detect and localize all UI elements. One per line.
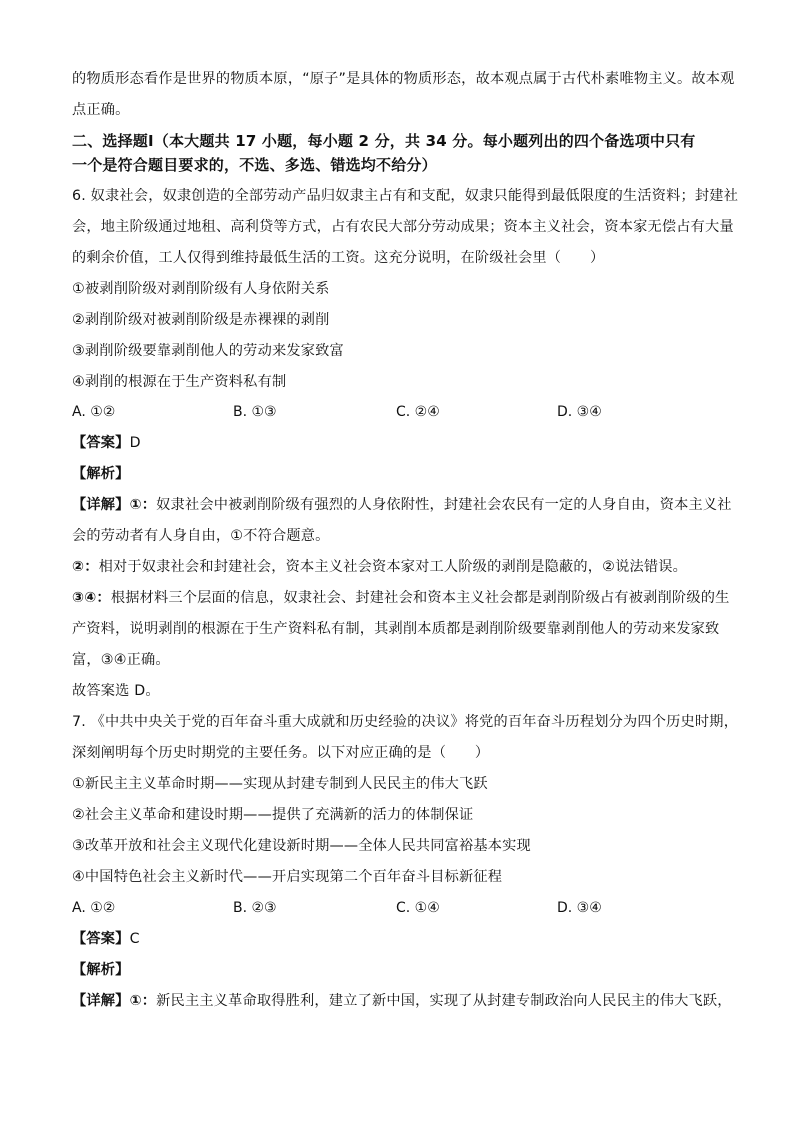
option-b: B. ②③ (233, 900, 277, 916)
answer-line (72, 930, 732, 948)
answer-value: C (129, 931, 140, 947)
detail-lead: ③④： (72, 590, 111, 606)
detail-text: 会的劳动者有人身自由，①不符合题意。 (72, 528, 330, 544)
option-d: D. ③④ (557, 404, 602, 420)
question-stem-line: 7. 《中共中央关于党的百年奋斗重大成就和历史经验的决议》将党的百年奋斗历程划分为四个历史时期， (72, 714, 739, 730)
question-stem-line: 会，地主阶级通过地租、高利贷等方式，占有农民大部分劳动成果；资本主义社会，资本家无偿占有大量 (72, 219, 734, 235)
detail-line (72, 527, 732, 545)
question-item: ②剥削阶级对被剥削阶级是赤裸裸的剥削 (72, 312, 330, 328)
detail-text: 新民主主义革命取得胜利，建立了新中国，实现了从封建专制政治向人民民主的伟大飞跃， (156, 993, 732, 1009)
detail-line (72, 620, 732, 638)
answer-line (72, 434, 732, 452)
detail-text: 相对于奴隶社会和封建社会，资本主义社会资本家对工人阶级的剥削是隐蔽的，②说法错误。 (98, 559, 688, 575)
answer-label: 【答案】 (72, 435, 130, 451)
detail-line (72, 589, 732, 607)
answer-label: 【答案】 (72, 931, 130, 947)
option-a: A. ①② (72, 404, 116, 420)
question-stem-line: 6. 奴隶社会，奴隶创造的全部劳动产品归奴隶主占有和支配，奴隶只能得到最低限度的生活资料；封建社 (72, 188, 739, 204)
prev-text-line: 点正确。 (72, 102, 130, 118)
conclusion-line: 故答案选 D。 (72, 683, 160, 699)
option-b: B. ①③ (233, 404, 277, 420)
detail-text: 根据材料三个层面的信息，奴隶社会、封建社会和资本主义社会都是剥削阶级占有被剥削阶级的生 (110, 590, 730, 606)
detail-text: 富，③④正确。 (72, 652, 170, 668)
detail-line (72, 558, 732, 576)
detail-lead: ②： (72, 559, 99, 575)
detail-line (72, 651, 732, 669)
prev-text-line: 的物质形态看作是世界的物质本原，“原子”是具体的物质形态，故本观点属于古代朴素唯物主义。故本观 (72, 71, 735, 87)
detail-label: 【详解】 (72, 993, 130, 1009)
option-d: D. ③④ (557, 900, 602, 916)
question-item: ③剥削阶级要靠剥削他人的劳动来发家致富 (72, 343, 344, 359)
detail-text: 产资料，说明剥削的根源在于生产资料私有制，其剥削本质都是剥削阶级要靠剥削他人的劳动来发家致 (72, 621, 720, 637)
question-item: ②社会主义革命和建设时期——提供了充满新的活力的体制保证 (72, 807, 474, 823)
question-stem-line: 的剩余价值，工人仅得到维持最低生活的工资。这充分说明，在阶级社会里（ ） (72, 250, 605, 266)
detail-lead: ①： (129, 993, 157, 1009)
detail-lead: ①： (129, 497, 157, 513)
detail-line (72, 992, 732, 1010)
option-c: C. ①④ (396, 900, 440, 916)
question-item: ④剥削的根源在于生产资料私有制 (72, 374, 287, 390)
analysis-label: 【解析】 (72, 962, 130, 978)
question-item: ①被剥削阶级对剥削阶级有人身依附关系 (72, 281, 330, 297)
question-stem-line: 深刻阐明每个历史时期党的主要任务。以下对应正确的是（ ） (72, 745, 490, 761)
section-heading: 二、选择题Ⅰ（本大题共 17 小题，每小题 2 分，共 34 分。每小题列出的四个备选项中只有 (72, 132, 696, 150)
question-item: ④中国特色社会主义新时代——开启实现第二个百年奋斗目标新征程 (72, 869, 503, 885)
answer-value: D (129, 435, 141, 451)
detail-text: 奴隶社会中被剥削阶级有强烈的人身依附性，封建社会农民有一定的人身自由，资本主义社 (156, 497, 732, 513)
detail-label: 【详解】 (72, 497, 130, 513)
question-item: ①新民主主义革命时期——实现从封建专制到人民民主的伟大飞跃 (72, 776, 488, 792)
analysis-label: 【解析】 (72, 466, 130, 482)
section-heading: 一个是符合题目要求的，不选、多选、错选均不给分） (72, 156, 437, 174)
option-c: C. ②④ (396, 404, 440, 420)
detail-line (72, 496, 732, 514)
question-item: ③改革开放和社会主义现代化建设新时期——全体人民共同富裕基本实现 (72, 838, 531, 854)
option-a: A. ①② (72, 900, 116, 916)
